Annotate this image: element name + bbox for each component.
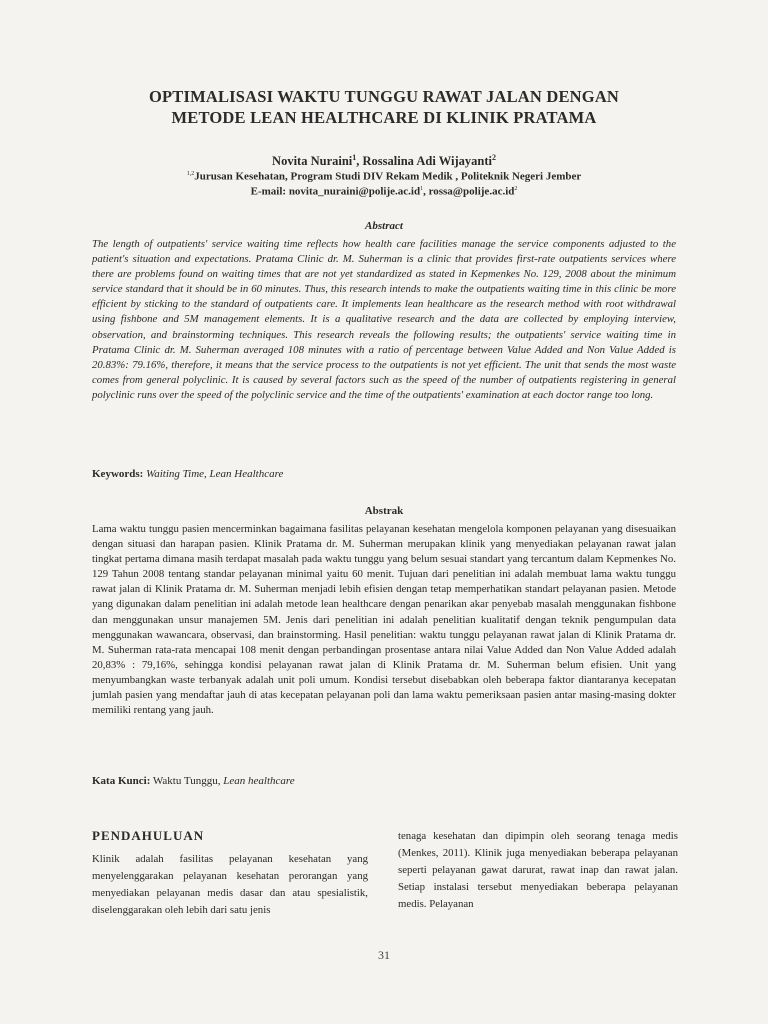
affiliation-text: Jurusan Kesehatan, Program Studi DIV Rekam Medik , Politeknik Negeri Jember (194, 170, 582, 183)
author-separator: , (356, 154, 363, 169)
section-heading: PENDAHULUAN (92, 828, 205, 843)
author-2: Rossalina Adi Wijayanti (362, 154, 492, 169)
kata-kunci-value: Waktu Tunggu, (150, 775, 224, 787)
kata-kunci-label: Kata Kunci: (92, 775, 151, 787)
abstrak-text: Lama waktu tunggu pasien mencerminkan bagaimana fasilitas pelayanan kesehatan mengelola komponen pelayanan yang disesuaikan dengan situasi dan harapan pasien. Klinik Pratama dr. M. Suherman merupakan klinik yang menyediakan pelayanan rawat jalan tingkat pertama dimana masih terdapat masalah pada waktu tunggu yang belum sesuai standart yang tercantum dalam Kepmenkes No. 129 Tahun 2008 tentang standar pelayanan minimal yaitu 60 menit. Tujuan dari penelitian ini adalah membuat lama waktu tunggu rawat jalan di Klinik Pratama dr. M. Suherman menjadi lebih efisien dengan tetap memperhatikan standart pelayanan pasien. Metode yang digunakan dalam penelitian ini adalah metode lean healthcare dengan penarikan akar penyebab masalah menggunakan fishbone dan menggunakan unsur manajemen 5M. Jenis dari penelitian ini adalah penelitian kualitatif dengan teknik pengumpulan data menggunakan wawancara, observasi, dan brainstorming. Hasil penelitian: waktu tunggu pelayanan rawat jalan di Klinik Pratama dr. M. Suherman rata-rata mencapai 108 menit dengan perbandingan prosentase antara nilai Value Added dan Non Value Added adalah 20,83% : 79,16%, sehingga kondisi pelayanan rawat jalan di Klinik Pratama dr. M. Suherman belum efisien. Unit yang menyumbangkan waste terbanyak adalah unit poli umum. Kondisi tersebut disebabkan oleh beberapa faktor diantaranya kecepatan jumlah pasien yang mendaftar jauh di atas kecepatan pelayanan poli dan lama waktu pemeriksaan pasien antar masing-masing dokter memiliki rentang yang jauh. (92, 523, 676, 717)
abstrak-heading: Abstrak (364, 505, 404, 517)
keywords-line (92, 467, 676, 481)
title-line-1: OPTIMALISASI WAKTU TUNGGU RAWAT JALAN DENGAN (148, 87, 620, 106)
body-column-right: tenaga kesehatan dan dipimpin oleh seorang tenaga medis (Menkes, 2011). Klinik juga menyediakan beberapa pelayanan seperti pelayanan gawat darurat, rawat inap dan rawat jalan. Setiap instalasi tersebut menyediakan beberapa pelayanan medis. Pelayanan (398, 830, 678, 910)
email-sup-2: 2 (514, 186, 518, 192)
body-column-left: Klinik adalah fasilitas pelayanan kesehatan yang menyelenggarakan pelayanan kesehatan perorangan yang menyediakan pelayanan medis dasar dan atau spesialistik, diselenggarakan oleh lebih dari satu jenis (92, 853, 368, 916)
abstract-text: The length of outpatients' service waiting time reflects how health care facilities manage the service components adjusted to the patient's situation and expectations. Pratama Clinic dr. M. Suherman is a clinic that provides first-rate outpatients services where there are problems found on waiting times that are not yet standardized as stated in Kepmenkes No. 129, 2008 about the minimum service standard that it should be in 60 minutes. Thus, this research intends to make the outpatients waiting time in this clinic be more efficient by sticking to the standard of outpatients care. It implements lean healthcare as the research method with root withdrawal using fishbone and 5M management elements. It is a qualitative research and the data are collected by employing interview, observation, and brainstorming techniques. This research reveals the following results; the outpatients' service waiting time in Pratama Clinic dr. M. Suherman averaged 108 minutes with a ratio of percentage between Value Added and Non Value Added is 20.83%: 79.16%, therefore, it means that the service process to the outpatients is not yet efficient. The unit that sends the most waste comes from general polyclinic. It is caused by several factors such as the speed of the number of outpatients registering in general polyclinic runs over the speed of the polyclinic service and the time of the outpatients' examination at each doctor range too long. (92, 238, 676, 401)
keywords-label: Keywords: (92, 468, 144, 480)
email-second: , rossa@polije.ac.id (423, 185, 515, 198)
paper-title (90, 86, 678, 128)
kata-kunci-line (92, 774, 676, 788)
abstract-heading: Abstract (365, 220, 403, 232)
author-2-sup: 2 (491, 153, 496, 162)
email-line (90, 182, 678, 200)
keywords-value: Waiting Time, Lean Healthcare (143, 468, 284, 480)
author-1-sup: 1 (352, 153, 357, 162)
page-number: 31 (378, 948, 390, 962)
email-prefix: E-mail: novita_nuraini@polije.ac.id (250, 185, 421, 198)
title-line-2: METODE LEAN HEALTHCARE DI KLINIK PRATAMA (171, 108, 597, 127)
affiliation-sup: 1,2 (186, 171, 195, 177)
author-1: Novita Nuraini (272, 154, 353, 169)
kata-kunci-value-italic: Lean healthcare (223, 775, 295, 787)
email-sup-1: 1 (420, 186, 424, 192)
